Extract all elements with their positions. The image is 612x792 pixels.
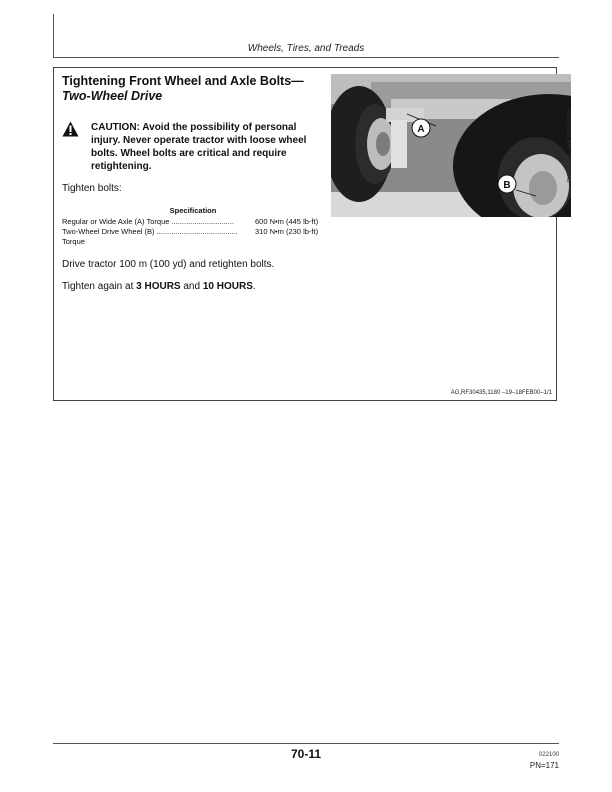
warning-triangle-icon	[62, 121, 79, 137]
running-header: Wheels, Tires, and Treads	[247, 43, 365, 54]
tighten-again-prefix: Tighten again at	[62, 281, 137, 292]
section-title-line2: Two-Wheel Drive	[62, 89, 163, 103]
section-title-line1: Tightening Front Wheel and Axle Bolts—	[62, 74, 304, 88]
spec-label: Regular or Wide Axle (A) Torque ..............................	[62, 217, 235, 226]
instruction-block	[53, 67, 573, 401]
spec-value: 600 N•m (445 lb-ft)	[255, 217, 319, 226]
hours-first: 3 HOURS	[136, 281, 181, 292]
and-text: and	[180, 281, 203, 292]
footer-pn: PN=171	[529, 761, 559, 770]
footer-date-code: 022100	[538, 752, 559, 758]
footer-rule	[53, 743, 559, 744]
page-number: 70-11	[290, 747, 322, 761]
spec-heading: Specification	[169, 206, 217, 215]
callout-a-label: A	[417, 124, 425, 135]
drive-instruction: Drive tractor 100 m (100 yd) and retighten bolts.	[62, 259, 275, 270]
hours-second: 10 HOURS	[202, 281, 253, 292]
spec-value: 310 N•m (230 lb-ft)	[255, 227, 319, 236]
tighten-intro: Tighten bolts:	[62, 183, 122, 194]
callout-b-label: B	[503, 180, 511, 191]
tighten-again-instruction	[62, 280, 256, 293]
spec-continuation: Torque	[62, 237, 85, 246]
tractor-wheel-photo	[331, 74, 571, 217]
header-rule	[53, 57, 559, 58]
image-code-text: RW21364A —UN—02AUG99	[567, 109, 573, 182]
spec-label: Two-Wheel Drive Wheel (B) .......................................	[62, 227, 238, 236]
section-title	[62, 74, 322, 104]
image-code	[564, 74, 576, 217]
period: .	[252, 281, 256, 292]
caution-text: CAUTION: Avoid the possibility of personal injury. Never operate tractor with loose wheel bolts. Wheel bolts are critical and require retightening.	[91, 122, 307, 172]
reference-code: AG,RF30435,1180 –19–18FEB00–1/1	[450, 390, 552, 396]
